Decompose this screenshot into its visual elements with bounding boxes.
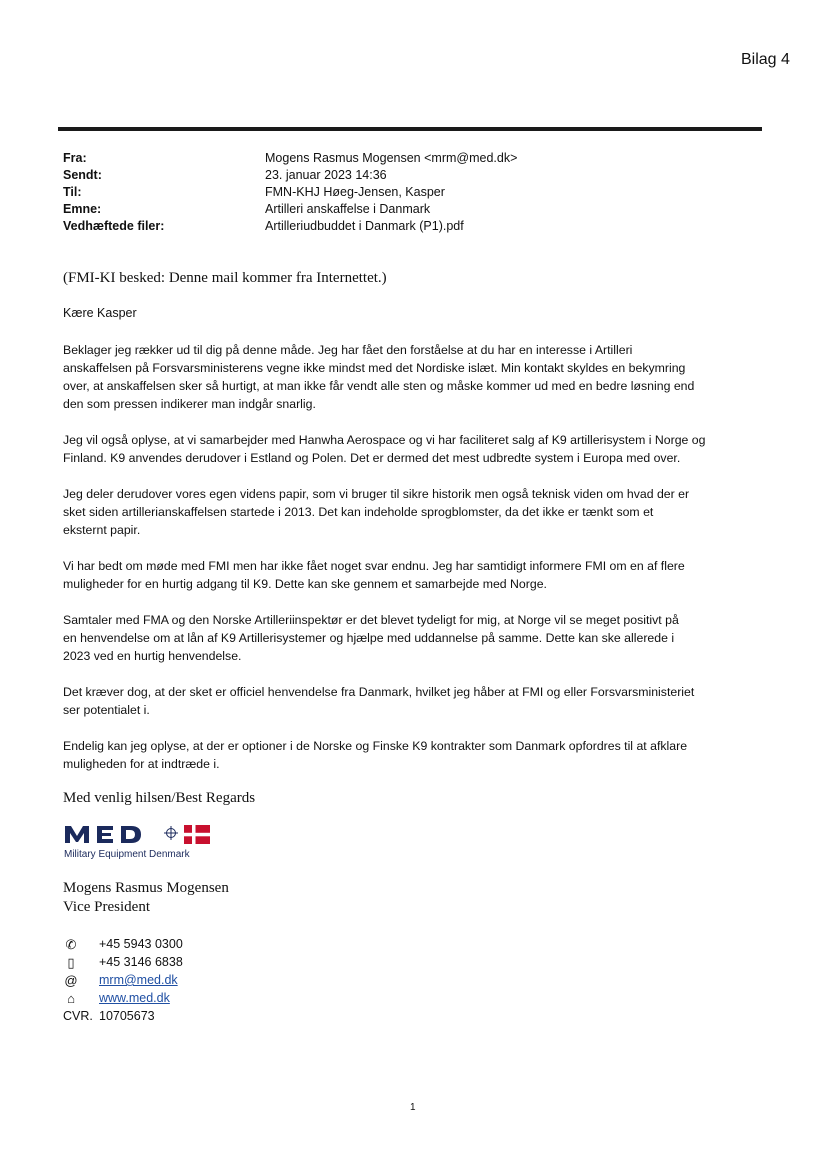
from-label: Fra: — [63, 151, 87, 165]
logo-subtitle: Military Equipment Denmark — [64, 849, 190, 860]
sent-label: Sendt: — [63, 168, 102, 182]
at-icon: @ — [64, 973, 78, 988]
greeting: Kære Kasper — [63, 306, 137, 320]
body-paragraph: Det kræver dog, at der sket er officiel henvendelse fra Danmark, hvilket jeg håber at FMI og eller Forsvarsministeriet ser potentialet i. — [63, 685, 695, 717]
subject-label: Emne: — [63, 202, 102, 216]
closing-regards: Med venlig hilsen/Best Regards — [63, 790, 256, 806]
page-number: 1 — [410, 1102, 416, 1113]
sent-value: 23. januar 2023 14:36 — [265, 168, 387, 182]
crosshair-icon — [164, 826, 178, 840]
body-paragraph: Beklager jeg rækker ud til dig på denne måde. Jeg har fået den forståelse at du har en interesse i Artilleri anskaffelsen på Forsvarsministerens vegne ikke mindst med det Nordiske islæt. Min kontakt skyldes en bekymring over, at anskaffelsen sker så hurtigt, at man ikke får vendt alle sten og måske kommer ud med en bedre løsning end den som pressen indikerer man indgår snarlig. — [63, 343, 695, 411]
mobile-number: +45 3146 6838 — [99, 955, 183, 969]
body-paragraph: Vi har bedt om møde med FMI men har ikke fået noget svar endnu. Jeg har samtidigt informere FMI om en af flere muligheder for en hurtig adgang til K9. Dette kan ske gennem et samarbejde med Norge. — [63, 559, 685, 591]
danish-flag-icon — [184, 825, 210, 844]
company-logo — [63, 823, 213, 863]
signature-title: Vice President — [63, 899, 150, 915]
cvr-label: CVR. — [63, 1009, 93, 1023]
signature-name: Mogens Rasmus Mogensen — [63, 880, 229, 896]
header-divider — [58, 127, 762, 131]
from-value: Mogens Rasmus Mogensen <mrm@med.dk> — [265, 151, 518, 165]
phone-icon: ✆ — [65, 937, 77, 952]
email-link[interactable]: mrm@med.dk — [99, 973, 178, 987]
attachments-value[interactable]: Artilleriudbuddet i Danmark (P1).pdf — [265, 219, 464, 233]
cvr-number: 10705673 — [99, 1009, 155, 1023]
home-icon: ⌂ — [67, 991, 75, 1006]
external-mail-notice: (FMI-KI besked: Denne mail kommer fra Internettet.) — [63, 270, 387, 286]
body-paragraph: Jeg deler derudover vores egen videns papir, som vi bruger til sikre historik men også teknisk viden om hvad der er sket siden artillerianskaffelsen startede i 2013. Det kan indeholde sprogblomster, da det ikke er tænkt som et eksternt papir. — [63, 487, 690, 537]
attachment-number: Bilag 4 — [741, 51, 790, 68]
subject-value: Artilleri anskaffelse i Danmark — [265, 202, 431, 216]
body-paragraph: Endelig kan jeg oplyse, at der er optioner i de Norske og Finske K9 kontrakter som Danmark opfordres til at afklare muligheden for at indtræde i. — [63, 739, 688, 771]
mobile-icon: ▯ — [67, 955, 75, 970]
body-paragraph: Samtaler med FMA og den Norske Artilleriinspektør er det blevet tydeligt for mig, at Norge vil se meget positivt på en henvendelse om at lån af K9 Artillerisystemer og hjælpe med uddannelse på samme. Dette kan ske allerede i 2023 ved en hurtig henvendelse. — [63, 613, 679, 663]
to-value: FMN-KHJ Høeg-Jensen, Kasper — [265, 185, 445, 199]
body-paragraph: Jeg vil også oplyse, at vi samarbejder med Hanwha Aerospace og vi har faciliteret salg af K9 artillerisystem i Norge og Finland. K9 anvendes derudover i Estland og Polen. Det er dermed det mest udbredte system i Europa med over. — [63, 433, 706, 465]
website-link[interactable]: www.med.dk — [99, 991, 170, 1005]
to-label: Til: — [63, 185, 82, 199]
attachments-label: Vedhæftede filer: — [63, 219, 165, 233]
phone-number: +45 5943 0300 — [99, 937, 183, 951]
